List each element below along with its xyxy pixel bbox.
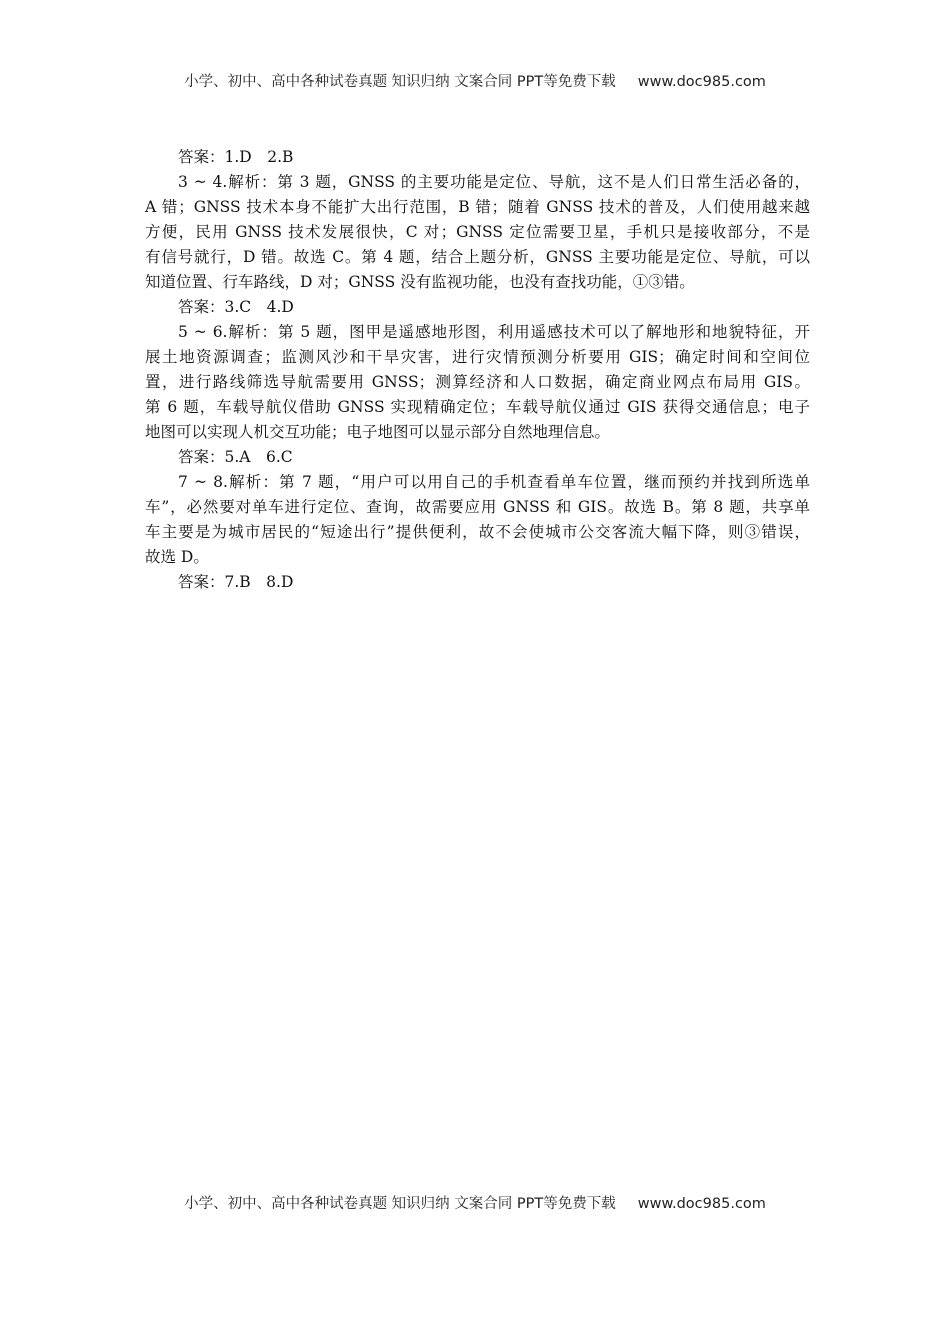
page-footer [0,1192,950,1213]
footer-text: 小学、初中、高中各种试卷真题 知识归纳 文案合同 PPT等免费下载 [184,1196,616,1212]
analysis-line: 展土地资源调查；监测风沙和干旱灾害，进行灾情预测分析要用 GIS；确定时间和空间位 [145,348,810,366]
answer-line: 答案：5.A 6.C [178,448,293,466]
analysis-line: 置，进行路线筛选导航需要用 GNSS；测算经济和人口数据，确定商业网点布局用 GIS。 [145,373,810,391]
analysis-line: 第 6 题，车载导航仪借助 GNSS 实现精确定位；车载导航仪通过 GIS 获得交通信息；电子 [145,398,810,416]
footer-url: www.doc985.com [637,1196,766,1212]
answer-line: 答案：3.C 4.D [178,298,294,316]
analysis-line: 7 ~ 8.解析：第 7 题，“用户可以用自己的手机查看单车位置，继而预约并找到所选单 [178,473,810,491]
analysis-line: 车主要是为城市居民的“短途出行”提供便利，故不会使城市公交客流大幅下降，则③错误， [145,523,810,541]
analysis-line: A 错；GNSS 技术本身不能扩大出行范围，B 错；随着 GNSS 技术的普及，人们使用越来越 [145,198,810,216]
answer-line: 答案：1.D 2.B [178,148,294,166]
page-header [0,70,950,91]
analysis-line: 3 ~ 4.解析：第 3 题，GNSS 的主要功能是定位、导航，这不是人们日常生活必备的， [178,173,810,191]
analysis-line: 车”，必然要对单车进行定位、查询，故需要应用 GNSS 和 GIS。故选 B。第 8 题，共享单 [145,498,810,516]
analysis-line: 知道位置、行车路线，D 对；GNSS 没有监视功能，也没有查找功能，①③错。 [145,273,695,291]
analysis-line: 故选 D。 [145,548,209,566]
answer-line: 答案：7.B 8.D [178,573,294,591]
analysis-line: 5 ~ 6.解析：第 5 题，图甲是遥感地形图，利用遥感技术可以了解地形和地貌特征，开 [178,323,810,341]
analysis-line: 方便，民用 GNSS 技术发展很快，C 对；GNSS 定位需要卫星，手机只是接收部分，不是 [145,223,810,241]
analysis-line: 地图可以实现人机交互功能；电子地图可以显示部分自然地理信息。 [145,423,611,441]
document-body [145,145,810,595]
header-text: 小学、初中、高中各种试卷真题 知识归纳 文案合同 PPT等免费下载 [184,74,616,90]
header-url: www.doc985.com [637,74,766,90]
analysis-line: 有信号就行，D 错。故选 C。第 4 题，结合上题分析，GNSS 主要功能是定位、导航，可以 [145,248,810,266]
